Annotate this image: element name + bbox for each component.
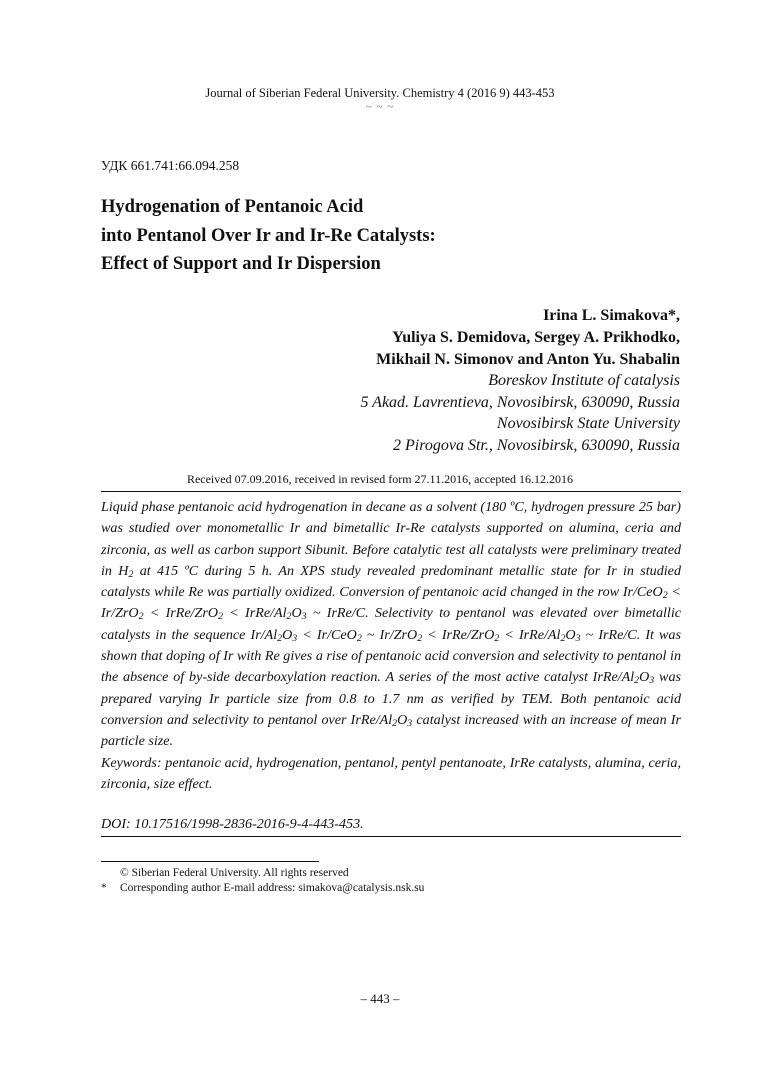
footnote-copyright: © Siberian Federal University. All rights reserved	[120, 867, 349, 879]
abstract-bottom-rule	[101, 836, 681, 837]
abstract-top-rule	[101, 491, 681, 492]
received-dates: Received 07.09.2016, received in revised form 27.11.2016, accepted 16.12.2016	[186, 472, 574, 486]
affiliation-line: Boreskov Institute of catalysis	[488, 372, 680, 389]
author-line: Irina L. Simakova*,	[543, 307, 680, 324]
header-separator: ~ ~ ~	[365, 101, 395, 113]
footnote-rule	[101, 861, 319, 862]
affiliation-line: 2 Pirogova Str., Novosibirsk, 630090, Russia	[393, 436, 680, 454]
author-line: Mikhail N. Simonov and Anton Yu. Shabalin	[376, 351, 680, 368]
journal-header: Journal of Siberian Federal University. Chemistry 4 (2016 9) 443-453	[205, 86, 555, 100]
keywords: Keywords: pentanoic acid, hydrogenation, pentanol, pentyl pentanoate, IrRe catalysts, alumina, ceria, zirconia, size effect.	[101, 755, 681, 793]
author-line: Yuliya S. Demidova, Sergey A. Prikhodko,	[392, 329, 680, 346]
udc-code: УДК 661.741:66.094.258	[101, 158, 240, 173]
paper-title	[101, 193, 681, 279]
affiliations	[360, 370, 680, 456]
doi[interactable]: DOI: 10.17516/1998-2836-2016-9-4-443-453.	[101, 816, 364, 832]
page-number: – 443 –	[360, 991, 400, 1006]
abstract: Liquid phase pentanoic acid hydrogenation in decane as a solvent (180 ºC, hydrogen pressure 25 bar) was studied over monometallic Ir and bimetallic Ir-Re catalysts supported on alumina, ceria and zirconia, as well as carbon support Sibunit. Before catalytic test all catalysts were preliminary treated in $H_2$ at 415 ºC during 5 h. An XPS study revealed predominant metallic state for Ir in studied catalysts while Re was partially oxidized. Conversion of pentanoic acid changed in the row Ir/CeO$_2$ < Ir/ZrO$_2$ < IrRe/ZrO$_2$ < IrRe/$Al_2O_3$ ~ IrRe/C. Selectivity to pentanol was elevated over bimetallic catalysts in the sequence $Ir/Al_2O_3 < Ir/CeO_2$ ~ Ir/ZrO$_2$ < IrRe/ZrO$_2$ < IrRe/$Al_2O_3$ ~ IrRe/C. It was shown that doping of Ir with Re gives a rise of pentanoic acid conversion and selectivity to pentanol in the absence of by-side decarboxylation reaction. A series of the most active catalyst IrRe/$Al_2O_3$ was prepared varying Ir particle size from 0.8 to 1.7 nm as verified by TEM. Both pentanoic acid conversion and selectivity to pentanol over IrRe/$Al_2O_3$ catalyst increased with an increase of mean Ir particle size.	[101, 499, 681, 750]
footnote-star: *	[101, 882, 107, 894]
affiliation-line: Novosibirsk State University	[496, 415, 680, 432]
affiliation-line: 5 Akad. Lavrentieva, Novosibirsk, 630090, Russia	[360, 393, 680, 411]
title-line: Effect of Support and Ir Dispersion	[101, 254, 381, 274]
footnote-corresponding: * Corresponding author E-mail address: simakova@catalysis.nsk.su	[101, 882, 425, 894]
title-line: into Pentanol Over Ir and Ir-Re Catalysts:	[101, 225, 436, 246]
title-line: Hydrogenation of Pentanoic Acid	[101, 197, 364, 217]
author-list	[376, 305, 680, 371]
